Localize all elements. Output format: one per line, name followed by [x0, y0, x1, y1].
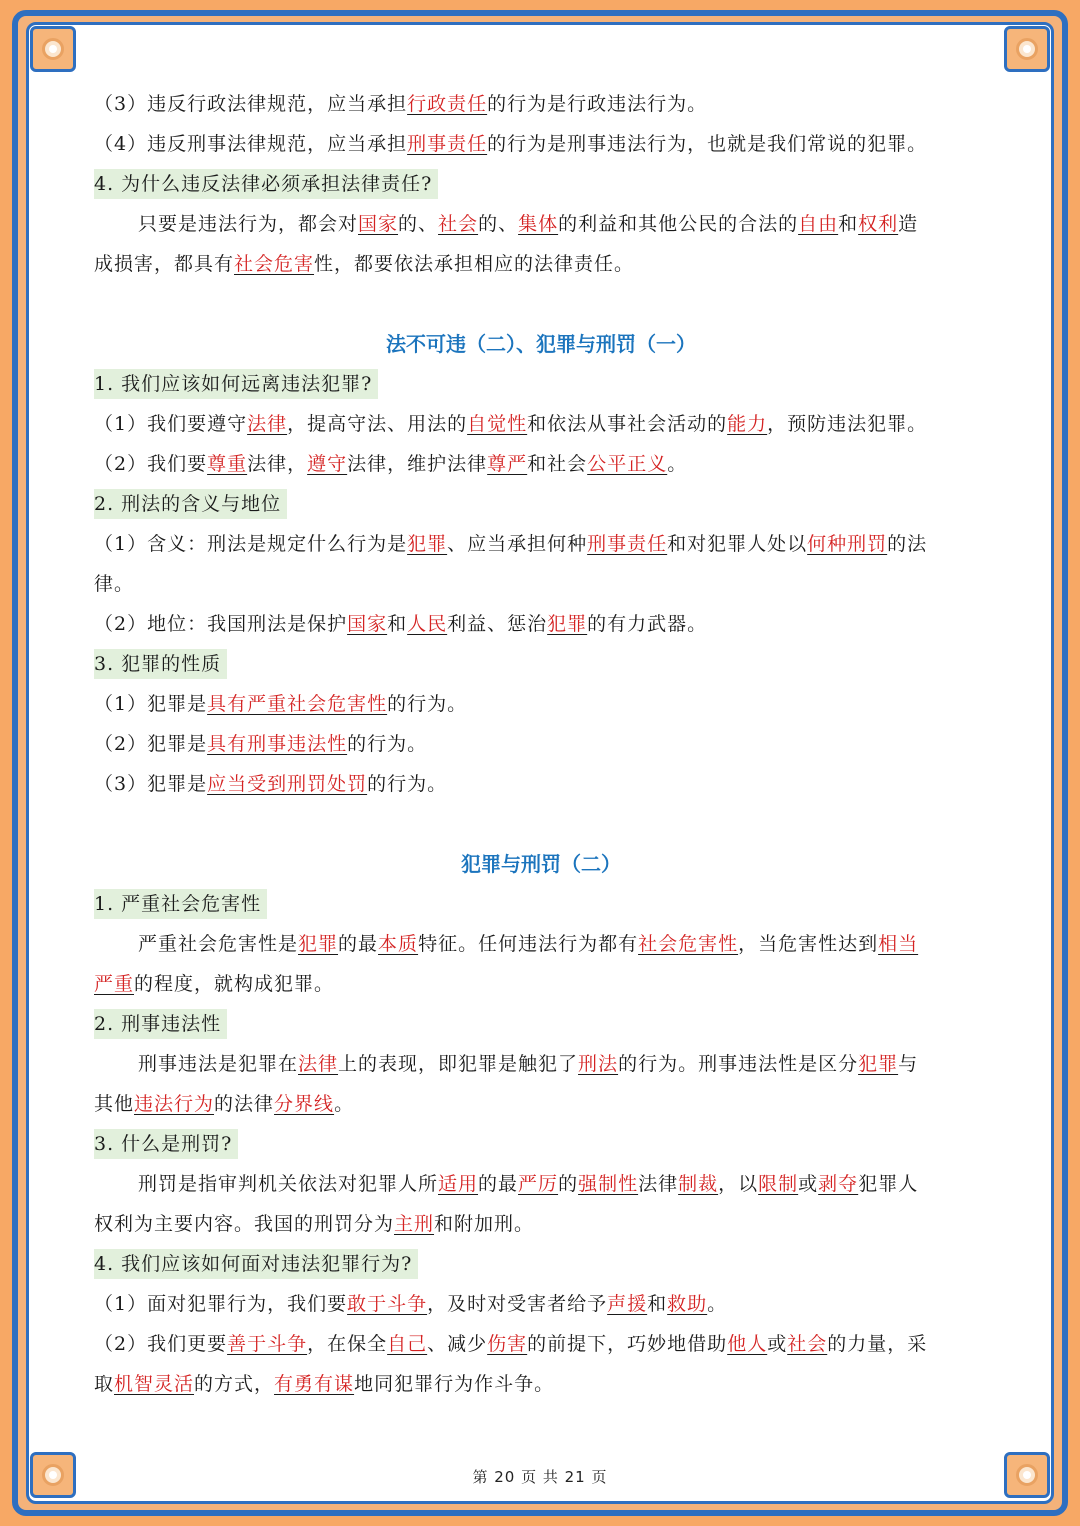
key-term: 敢于斗争 — [347, 1293, 428, 1315]
key-term: 刑法 — [578, 1053, 619, 1075]
question-heading: 2. 刑法的含义与地位 — [94, 489, 287, 519]
document-body — [94, 84, 988, 1404]
question-row — [94, 364, 988, 404]
text: ，以 — [718, 1173, 759, 1195]
text: 性，都要依法承担相应的法律责任。 — [314, 253, 635, 275]
corner-ornament-icon — [30, 26, 76, 72]
key-term: 主刑 — [394, 1213, 435, 1235]
key-term: 制裁 — [678, 1173, 719, 1195]
text: 和社会 — [527, 453, 588, 475]
question-row — [94, 884, 988, 924]
key-term: 社会危害 — [234, 253, 315, 275]
key-term: 集体 — [518, 213, 559, 235]
question-row — [94, 1124, 988, 1164]
paragraph — [94, 204, 988, 244]
paragraph — [94, 964, 988, 1004]
text: 的最 — [338, 933, 379, 955]
key-term: 尊严 — [487, 453, 528, 475]
key-term: 权利 — [858, 213, 899, 235]
text: 和对犯罪人处以 — [667, 533, 808, 555]
text: 造 — [898, 213, 919, 235]
paragraph — [94, 924, 988, 964]
text: 。 — [334, 1093, 355, 1115]
text: 严重社会危害性是 — [138, 933, 299, 955]
key-term: 尊重 — [207, 453, 248, 475]
key-term: 违法行为 — [134, 1093, 215, 1115]
text: 的行为。 — [347, 733, 428, 755]
text: （1）含义：刑法是规定什么行为是 — [94, 533, 408, 555]
key-term: 他人 — [727, 1333, 768, 1355]
text: 刑事违法是犯罪在 — [138, 1053, 299, 1075]
paragraph — [94, 124, 988, 164]
paragraph — [94, 684, 988, 724]
key-term: 适用 — [438, 1173, 479, 1195]
text: 的、 — [398, 213, 439, 235]
key-term: 具有刑事违法性 — [207, 733, 348, 755]
text: 或 — [798, 1173, 819, 1195]
text: （1）面对犯罪行为，我们要 — [94, 1293, 348, 1315]
text: 的有力武器。 — [587, 613, 708, 635]
text: 的法律 — [214, 1093, 275, 1115]
key-term: 机智灵活 — [114, 1373, 195, 1395]
text: 的行为。刑事违法性是区分 — [618, 1053, 859, 1075]
key-term: 自觉性 — [467, 413, 528, 435]
key-term: 剥夺 — [818, 1173, 859, 1195]
text: ，在保全 — [307, 1333, 388, 1355]
key-term: 限制 — [758, 1173, 799, 1195]
key-term: 行政责任 — [407, 93, 488, 115]
paragraph — [94, 564, 988, 604]
paragraph — [94, 524, 988, 564]
key-term: 严重 — [94, 973, 135, 995]
key-term: 法律 — [298, 1053, 339, 1075]
text: 的程度，就构成犯罪。 — [134, 973, 335, 995]
text: 的最 — [478, 1173, 519, 1195]
key-term: 法律 — [247, 413, 288, 435]
text: 犯罪人 — [858, 1173, 919, 1195]
text: 与 — [898, 1053, 919, 1075]
text: 和附加刑。 — [434, 1213, 535, 1235]
key-term: 犯罪 — [547, 613, 588, 635]
text: 的行为。 — [367, 773, 448, 795]
text: 成损害，都具有 — [94, 253, 235, 275]
paragraph — [94, 1164, 988, 1204]
question-heading: 3. 什么是刑罚? — [94, 1129, 238, 1159]
question-heading: 4. 我们应该如何面对违法犯罪行为? — [94, 1249, 418, 1279]
question-heading: 1. 我们应该如何远离违法犯罪? — [94, 369, 378, 399]
key-term: 声援 — [607, 1293, 648, 1315]
text: 的利益和其他公民的合法的 — [558, 213, 799, 235]
text: 和 — [838, 213, 859, 235]
key-term: 遵守 — [307, 453, 348, 475]
text: （3）犯罪是 — [94, 773, 208, 795]
question-heading: 2. 刑事违法性 — [94, 1009, 227, 1039]
key-term: 相当 — [878, 933, 919, 955]
text: 的、 — [478, 213, 519, 235]
paragraph — [94, 1364, 988, 1404]
text: ，当危害性达到 — [738, 933, 879, 955]
question-heading: 4. 为什么违反法律必须承担法律责任? — [94, 169, 438, 199]
text: 只要是违法行为，都会对 — [138, 213, 359, 235]
text: 的行为。 — [387, 693, 468, 715]
text: （2）犯罪是 — [94, 733, 208, 755]
key-term: 自己 — [387, 1333, 428, 1355]
text: （1）我们要遵守 — [94, 413, 248, 435]
text: 地同犯罪行为作斗争。 — [354, 1373, 555, 1395]
paragraph — [94, 84, 988, 124]
text: （4）违反刑事法律规范，应当承担 — [94, 133, 408, 155]
key-term: 人民 — [407, 613, 448, 635]
text: ，及时对受害者给予 — [427, 1293, 608, 1315]
text: 刑罚是指审判机关依法对犯罪人所 — [138, 1173, 439, 1195]
paragraph — [94, 1204, 988, 1244]
key-term: 公平正义 — [587, 453, 668, 475]
text: 的力量，采 — [827, 1333, 928, 1355]
key-term: 能力 — [727, 413, 768, 435]
text: 。 — [667, 453, 688, 475]
key-term: 善于斗争 — [227, 1333, 308, 1355]
paragraph — [94, 764, 988, 804]
text: 、减少 — [427, 1333, 488, 1355]
paragraph — [94, 244, 988, 284]
paragraph — [94, 1044, 988, 1084]
text: 上的表现，即犯罪是触犯了 — [338, 1053, 579, 1075]
text: 特征。任何违法行为都有 — [418, 933, 639, 955]
key-term: 犯罪 — [407, 533, 448, 555]
text: 或 — [767, 1333, 788, 1355]
key-term: 刑事责任 — [407, 133, 488, 155]
text: 法律，维护法律 — [347, 453, 488, 475]
key-term: 伤害 — [487, 1333, 528, 1355]
text: 其他 — [94, 1093, 135, 1115]
key-term: 国家 — [358, 213, 399, 235]
text: 的行为是行政违法行为。 — [487, 93, 708, 115]
text: 、应当承担何种 — [447, 533, 588, 555]
paragraph — [94, 1084, 988, 1124]
question-row — [94, 484, 988, 524]
text: 的行为是刑事违法行为，也就是我们常说的犯罪。 — [487, 133, 928, 155]
corner-ornament-icon — [1004, 26, 1050, 72]
text: 和 — [647, 1293, 668, 1315]
key-term: 社会 — [787, 1333, 828, 1355]
key-term: 何种刑罚 — [807, 533, 888, 555]
text: 和依法从事社会活动的 — [527, 413, 728, 435]
text: 权利为主要内容。我国的刑罚分为 — [94, 1213, 395, 1235]
key-term: 社会危害性 — [638, 933, 739, 955]
text: ，预防违法犯罪。 — [767, 413, 928, 435]
key-term: 严厉 — [518, 1173, 559, 1195]
paragraph — [94, 404, 988, 444]
text: 法律 — [638, 1173, 679, 1195]
text: 利益、惩治 — [447, 613, 548, 635]
key-term: 分界线 — [274, 1093, 335, 1115]
paragraph — [94, 1284, 988, 1324]
key-term: 有勇有谋 — [274, 1373, 355, 1395]
key-term: 具有严重社会危害性 — [207, 693, 388, 715]
paragraph — [94, 604, 988, 644]
key-term: 强制性 — [578, 1173, 639, 1195]
key-term: 救助 — [667, 1293, 708, 1315]
text: 律。 — [94, 573, 135, 595]
text: 的 — [558, 1173, 579, 1195]
key-term: 国家 — [347, 613, 388, 635]
question-row — [94, 644, 988, 684]
text: 和 — [387, 613, 408, 635]
text: （2）我们要 — [94, 453, 208, 475]
key-term: 自由 — [798, 213, 839, 235]
paragraph — [94, 1324, 988, 1364]
text: （2）地位：我国刑法是保护 — [94, 613, 348, 635]
question-row — [94, 164, 988, 204]
question-heading: 1. 严重社会危害性 — [94, 889, 267, 919]
key-term: 本质 — [378, 933, 419, 955]
key-term: 犯罪 — [858, 1053, 899, 1075]
text: 。 — [707, 1293, 728, 1315]
text: （1）犯罪是 — [94, 693, 208, 715]
key-term: 社会 — [438, 213, 479, 235]
key-term: 应当受到刑罚处罚 — [207, 773, 368, 795]
page-number: 第 20 页 共 21 页 — [472, 1468, 608, 1486]
text: 取 — [94, 1373, 115, 1395]
text: 法律， — [247, 453, 308, 475]
question-heading: 3. 犯罪的性质 — [94, 649, 227, 679]
paragraph — [94, 724, 988, 764]
text: ，提高守法、用法的 — [287, 413, 468, 435]
section-title: 犯罪与刑罚（二） — [461, 852, 621, 876]
question-row — [94, 1004, 988, 1044]
text: （3）违反行政法律规范，应当承担 — [94, 93, 408, 115]
text: （2）我们更要 — [94, 1333, 228, 1355]
paragraph — [94, 444, 988, 484]
text: 的方式， — [194, 1373, 275, 1395]
key-term: 刑事责任 — [587, 533, 668, 555]
question-row — [94, 1244, 988, 1284]
text: 的前提下，巧妙地借助 — [527, 1333, 728, 1355]
key-term: 犯罪 — [298, 933, 339, 955]
text: 的法 — [887, 533, 928, 555]
section-title: 法不可违（二）、犯罪与刑罚（一） — [386, 332, 696, 356]
